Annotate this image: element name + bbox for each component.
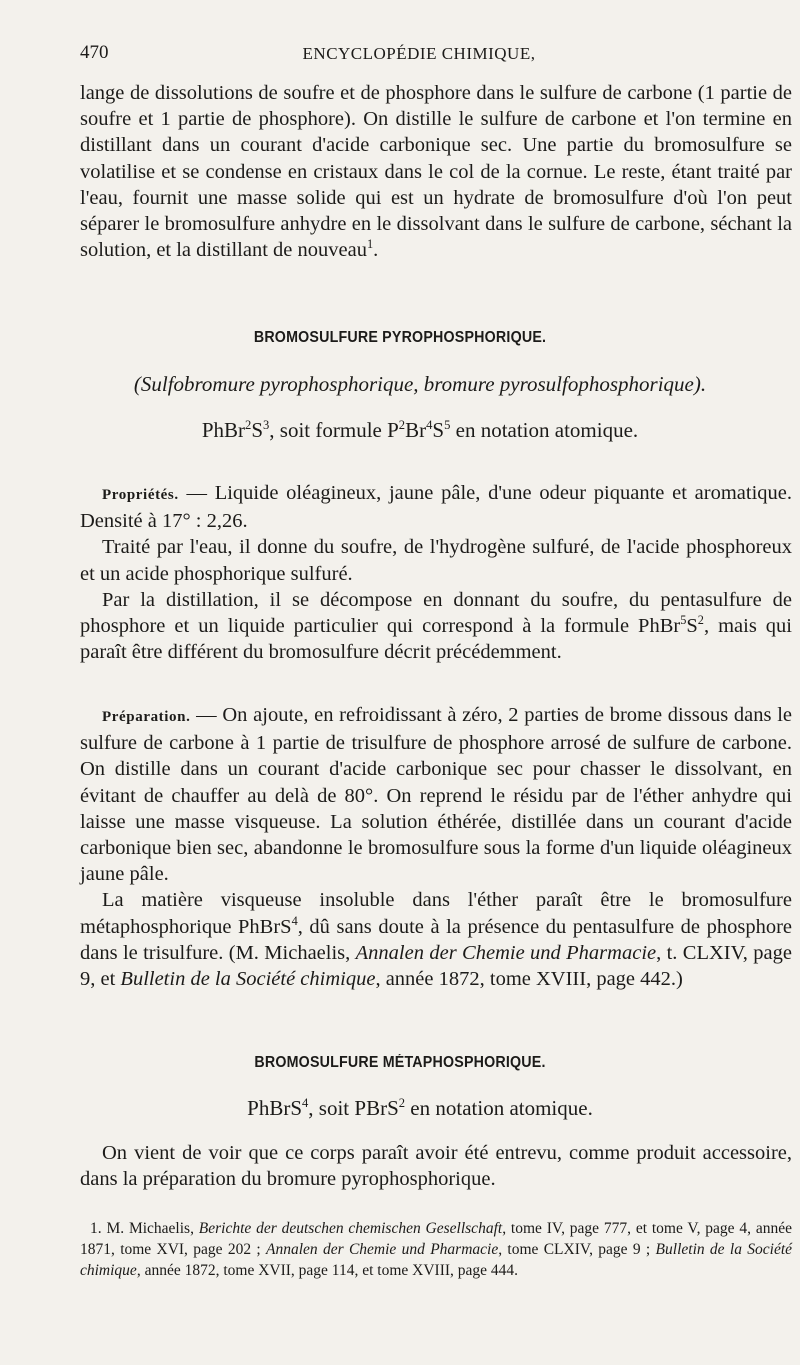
- formula-part: Br: [405, 418, 427, 442]
- footnote-ref[interactable]: 1: [366, 237, 374, 252]
- formula-sup: 2: [398, 1096, 406, 1110]
- section-title-pyrophosphorique: BROMOSULFURE PYROPHOSPHORIQUE.: [253, 329, 547, 346]
- formula-part: PhBrS: [247, 1096, 302, 1120]
- journal-title: Annalen der Chemie und Pharmacie: [355, 941, 657, 964]
- properties-text: — Liquide oléagineux, jaune pâle, d'une odeur piquante et aromatique. Densité à 17° : 2,26.: [80, 482, 792, 533]
- water-paragraph: Traité par l'eau, il donne du soufre, de l'hydrogène sulfuré, de l'acide phosphoreux et un acide phosphorique sulfuré.: [80, 536, 792, 585]
- formula-sup: 4: [426, 418, 433, 432]
- preparation-paragraph: [80, 702, 792, 887]
- properties-label: Propriétés.: [102, 487, 179, 503]
- preparation-label: Préparation.: [102, 709, 191, 725]
- preparation-block: [80, 702, 792, 992]
- formula-part: , soit formule P: [269, 418, 399, 442]
- footnote-text: , tome CLXIV, page 9 ;: [498, 1241, 656, 1258]
- page-header: [80, 42, 758, 70]
- formula-sup: 2: [697, 613, 704, 628]
- properties-block: [80, 480, 792, 665]
- distillation-paragraph: [80, 587, 792, 666]
- paragraph-text: S: [686, 615, 698, 638]
- formula-part: , soit PBrS: [308, 1096, 399, 1120]
- formula-line-meta: [60, 1096, 780, 1121]
- paragraph-text: , mais qui paraît être différent du bromosulfure décrit précédemment.: [80, 615, 793, 664]
- journal-title: Berichte der deutschen chemischen Gesellschaft: [198, 1220, 503, 1237]
- preparation-text: — On ajoute, en refroidissant à zéro, 2 parties de brome dissous dans le sulfure de carbone à 1 partie de trisulfure de phosphore arrosé de sulfure de carbone. On distille dans un courant d'acide carbonique sec pour chasser le dissolvant, en évitant de chauffer au delà de 80°. On reprend le résidu par de l'éther anhydre qui laisse une masse visqueuse. La solution éthérée, distillée dans un courant d'acide carbonique bien sec, abandonne le bromosulfure sous la forme d'un liquide oléagineux jaune pâle.: [80, 704, 792, 886]
- footnote-text: , année 1872, tome XVII, page 114, et tome XVIII, page 444.: [136, 1262, 519, 1279]
- running-title: ENCYCLOPÉDIE CHIMIQUE,: [302, 44, 536, 63]
- footnote-text: , tome IV, page 777, et tome V, page 4, année 1871, tome XVI, page 202 ;: [80, 1220, 792, 1258]
- formula-sup: 5: [680, 613, 687, 628]
- viscous-matter-paragraph: [80, 887, 792, 992]
- journal-title: Annalen der Chemie und Pharmacie: [266, 1241, 499, 1258]
- section-title-metaphosphorique: BROMOSULFURE MÉTAPHOSPHORIQUE.: [254, 1054, 546, 1071]
- paragraph-text: La matière visqueuse insoluble dans l'éther paraît être le bromosulfure métaphosphorique PhBrS: [80, 889, 792, 938]
- formula-sup: 3: [263, 418, 270, 432]
- formula-part: PhBr: [201, 418, 246, 442]
- formula-sup: 4: [291, 913, 298, 928]
- paragraph-text: , dû sans doute à la présence du pentasulfure de phosphore dans le trisulfure. (M. Michaelis,: [80, 915, 792, 964]
- journal-title: Bulletin de la Société chimique: [80, 1241, 793, 1279]
- formula-part: S: [432, 418, 445, 442]
- formula-sup: 5: [444, 418, 451, 432]
- formula-part: en notation atomique.: [450, 418, 639, 442]
- footnote: [80, 1218, 792, 1281]
- formula-line-pyro: [60, 418, 780, 443]
- intro-paragraph: [80, 80, 792, 263]
- formula-sup: 4: [302, 1096, 309, 1110]
- meta-paragraph: On vient de voir que ce corps paraît avoir été entrevu, comme produit accessoire, dans la préparation du bromure pyrophosphorique.: [80, 1142, 792, 1191]
- intro-text: lange de dissolutions de soufre et de phosphore dans le sulfure de carbone (1 partie de soufre et 1 partie de phosphore). On distille le sulfure de carbone et l'on termine en distillant dans un courant d'acide carbonique sec. Une partie du bromosulfure se volatilise et se condense en cristaux dans le col de la cornue. Le reste, étant traité par l'eau, fournit une masse solide qui est un hydrate de bromosulfure d'où l'on peut séparer le bromosulfure anhydre en le dissolvant dans le sulfure de carbone, séchant la solution, et la distillant de nouveau: [80, 82, 792, 262]
- formula-part: S: [251, 418, 263, 442]
- paragraph-text: , t. CLXIV, page 9, et: [80, 941, 792, 991]
- intro-end: .: [373, 239, 379, 262]
- paragraph-text: , année 1872, tome XVIII, page 442.): [375, 968, 683, 991]
- formula-sup: 2: [398, 418, 406, 432]
- page-number: 470: [80, 42, 109, 63]
- formula-sup: 2: [245, 418, 252, 432]
- properties-paragraph: [80, 480, 792, 534]
- meta-block: [80, 1140, 792, 1192]
- paragraph-text: Par la distillation, il se décompose en donnant du soufre, du pentasulfure de phosphore et un liquide particulier qui correspond à la formule PhBr: [80, 588, 792, 638]
- footnote-text: 1. M. Michaelis,: [90, 1220, 199, 1237]
- journal-title: Bulletin de la Société chimique: [120, 968, 376, 991]
- synonyms-line: (Sulfobromure pyrophosphorique, bromure pyrosulfophosphorique).: [133, 372, 707, 396]
- formula-part: en notation atomique.: [405, 1096, 593, 1120]
